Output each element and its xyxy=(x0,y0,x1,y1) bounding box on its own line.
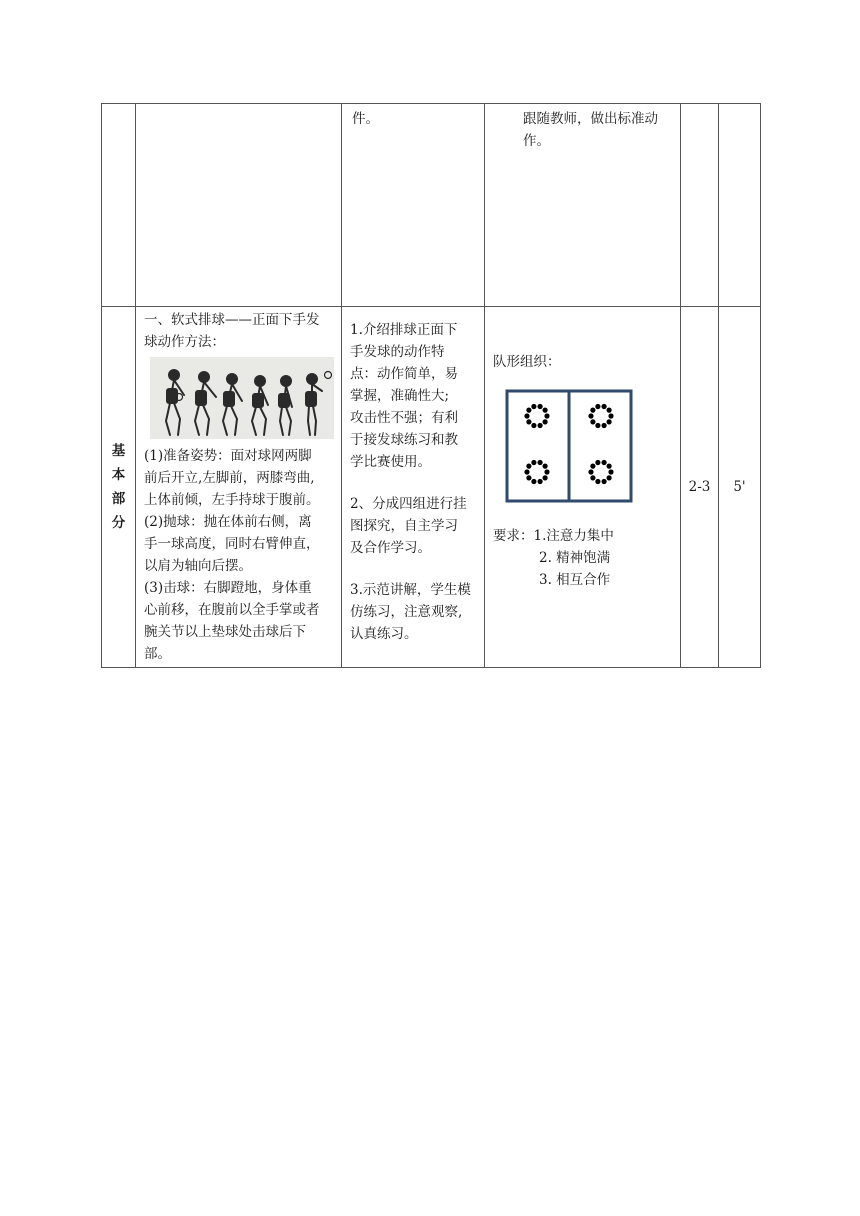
student-dot xyxy=(602,423,607,428)
student-dot xyxy=(538,404,543,409)
step-line: 心前移，在腹前以全手掌或者 xyxy=(144,602,320,618)
student-dot xyxy=(607,475,612,480)
method-line: 学比赛使用。 xyxy=(350,454,431,470)
step-line: (2)抛球：抛在体前右侧，离 xyxy=(144,514,312,530)
part-label-char: 分 xyxy=(111,515,126,531)
student-dot xyxy=(543,419,548,424)
student-dot xyxy=(588,413,593,418)
requirement-line: 2. 精神饱满 xyxy=(539,550,611,566)
student-dot xyxy=(595,479,600,484)
organization-title: 队形组织： xyxy=(493,354,561,370)
student-dot xyxy=(595,460,600,465)
method-cell xyxy=(342,104,485,307)
student-dot xyxy=(544,413,549,418)
method-text: 件。 xyxy=(352,111,379,127)
part-cell xyxy=(102,104,136,307)
method-line: 2、分成四组进行挂 xyxy=(350,496,467,512)
practice-line: 作。 xyxy=(523,133,550,149)
student-dot xyxy=(526,464,531,469)
method-line: 及合作学习。 xyxy=(350,540,431,556)
step-line: (1)准备姿势：面对球网两脚 xyxy=(144,448,312,464)
method-line: 3.示范讲解，学生模 xyxy=(350,582,471,598)
practice-cell xyxy=(485,307,681,668)
part-label xyxy=(102,307,136,668)
student-dot xyxy=(608,469,613,474)
student-dot xyxy=(608,413,613,418)
times-value: 2-3 xyxy=(688,479,711,495)
content-cell xyxy=(136,104,342,307)
student-dot xyxy=(531,460,536,465)
times-cell xyxy=(681,307,719,668)
method-line: 手发球的动作特 xyxy=(350,344,445,360)
practice-line: 跟随教师，做出标准动 xyxy=(523,111,658,127)
student-dot xyxy=(595,404,600,409)
step-line: 腕关节以上垫球处击球后下 xyxy=(144,624,306,640)
student-dot xyxy=(526,419,531,424)
formation-diagram xyxy=(505,389,633,503)
method-line: 1.介绍排球正面下 xyxy=(350,322,458,338)
method-line: 于接发球练习和教 xyxy=(350,432,458,448)
student-dot xyxy=(595,423,600,428)
student-dot xyxy=(544,469,549,474)
times-cell xyxy=(681,104,719,307)
method-line: 掌握，准确性大; xyxy=(350,388,450,404)
method-line: 攻击性不强；有利 xyxy=(350,410,458,426)
student-dot xyxy=(531,404,536,409)
student-dot xyxy=(543,408,548,413)
step-line: 前后开立,左脚前，两膝弯曲, xyxy=(144,470,315,486)
method-line: 认真练习。 xyxy=(350,626,418,642)
student-dot xyxy=(602,404,607,409)
student-dot xyxy=(543,475,548,480)
serve-sequence-photo xyxy=(150,357,334,439)
student-dot xyxy=(602,479,607,484)
student-dot xyxy=(607,464,612,469)
step-line: 部。 xyxy=(144,646,171,662)
student-group xyxy=(588,460,613,484)
content-heading: 一、软式排球——正面下手发 xyxy=(144,312,320,328)
student-dot xyxy=(526,408,531,413)
student-dot xyxy=(524,413,529,418)
part-label-char: 本 xyxy=(111,467,126,483)
student-dot xyxy=(531,479,536,484)
student-dot xyxy=(590,475,595,480)
method-line: 仿练习，注意观察, xyxy=(350,604,463,620)
lesson-plan-table xyxy=(101,103,761,668)
table-row xyxy=(102,104,761,307)
student-group xyxy=(524,460,549,484)
student-dot xyxy=(607,419,612,424)
requirement-line: 要求：1.注意力集中 xyxy=(493,528,614,544)
student-dot xyxy=(531,423,536,428)
method-line: 点：动作简单，易 xyxy=(350,366,458,382)
table-row xyxy=(102,307,761,668)
method-line: 图探究，自主学习 xyxy=(350,518,458,534)
content-heading: 球动作方法： xyxy=(144,334,225,350)
step-line: 上体前倾，左手持球于腹前。 xyxy=(144,492,320,508)
practice-cell xyxy=(485,104,681,307)
student-dot xyxy=(602,460,607,465)
student-dot xyxy=(524,469,529,474)
student-group xyxy=(524,404,549,428)
student-dot xyxy=(538,460,543,465)
student-dot xyxy=(538,479,543,484)
step-line: 以肩为轴向后摆。 xyxy=(144,558,252,574)
step-line: 手一球高度，同时右臂伸直， xyxy=(144,536,320,552)
step-line: (3)击球：右脚蹬地，身体重 xyxy=(144,580,312,596)
student-group xyxy=(588,404,613,428)
student-dot xyxy=(543,464,548,469)
method-cell xyxy=(342,307,485,668)
requirement-line: 3. 相互合作 xyxy=(539,572,611,588)
student-dot xyxy=(538,423,543,428)
part-label-char: 部 xyxy=(111,491,126,507)
content-cell xyxy=(136,307,342,668)
duration-cell xyxy=(719,104,761,307)
duration-value: 5' xyxy=(733,479,746,495)
student-dot xyxy=(590,419,595,424)
student-dot xyxy=(590,408,595,413)
duration-cell xyxy=(719,307,761,668)
student-dot xyxy=(588,469,593,474)
part-label-char: 基 xyxy=(111,443,126,459)
student-dot xyxy=(590,464,595,469)
student-dot xyxy=(607,408,612,413)
student-dot xyxy=(526,475,531,480)
